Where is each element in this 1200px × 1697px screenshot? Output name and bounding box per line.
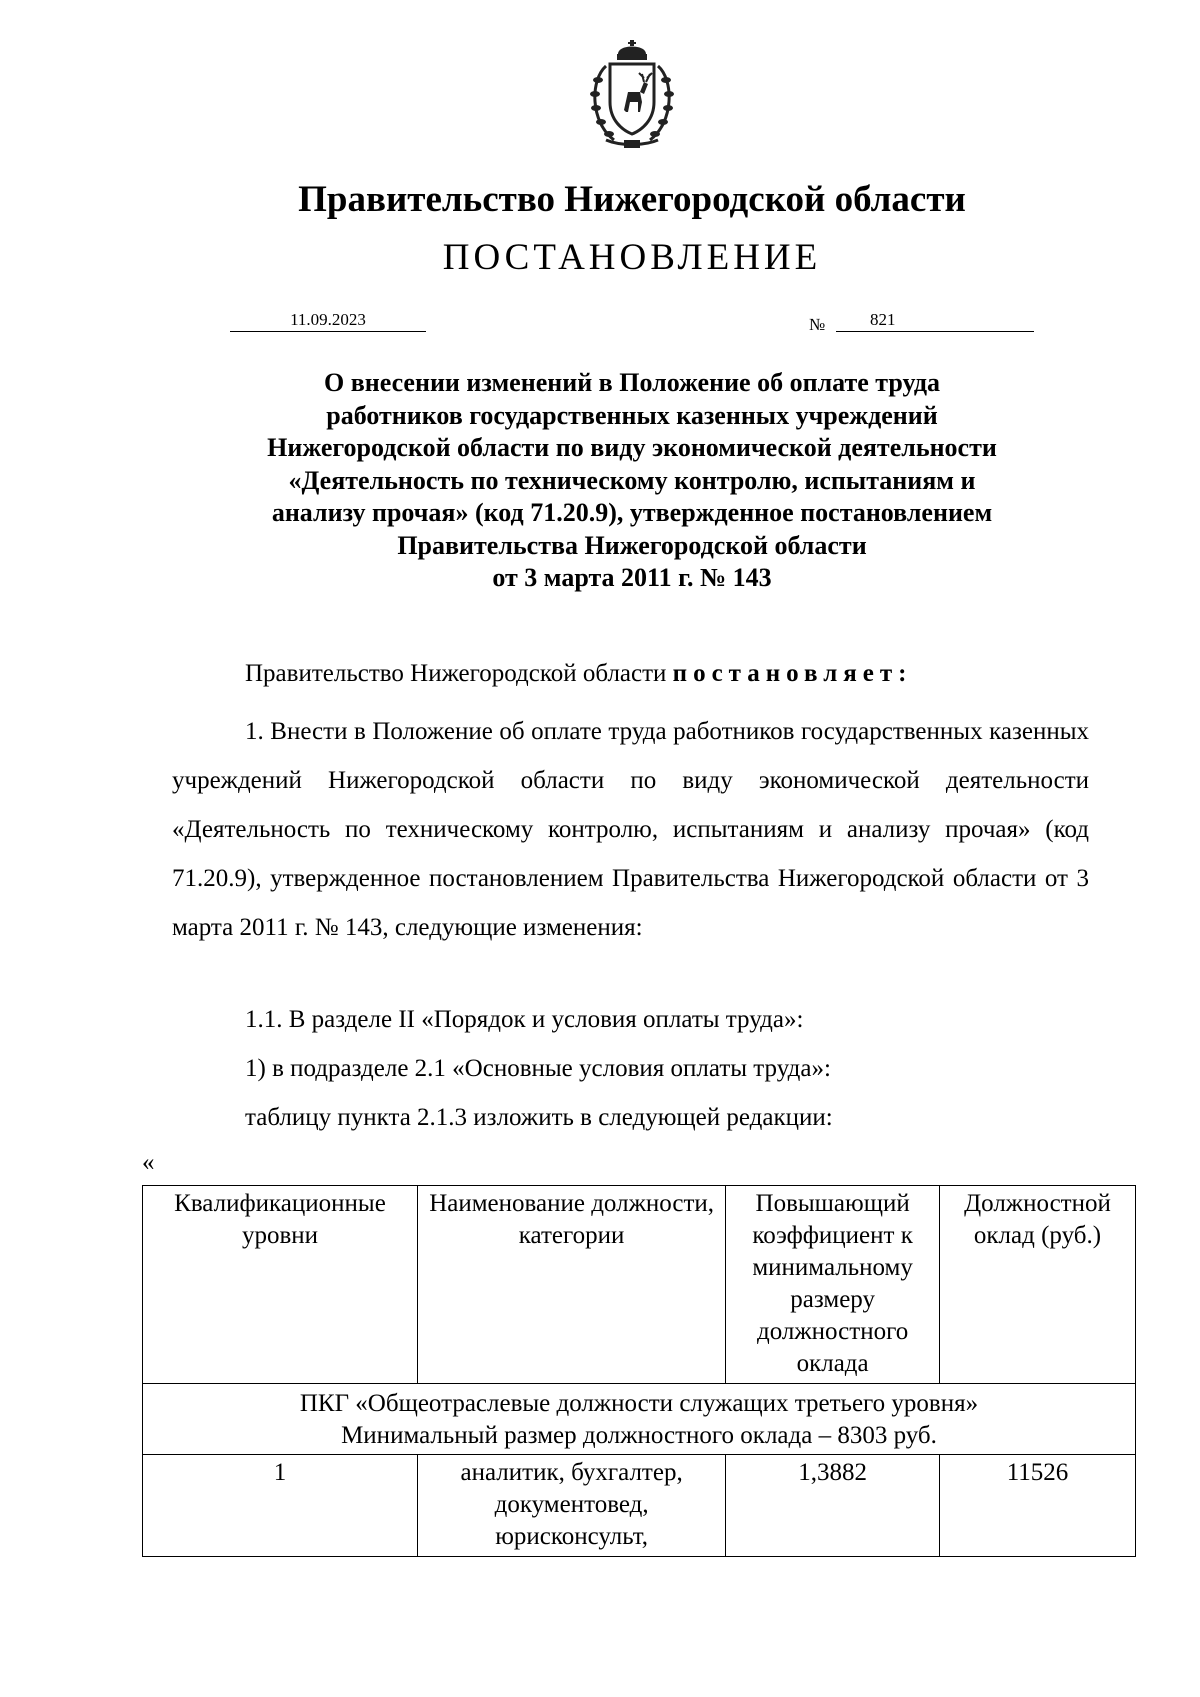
item-1: 1) в подразделе 2.1 «Основные условия оплаты труда»: xyxy=(245,1055,831,1082)
document-number: 821 xyxy=(870,310,896,329)
group-minimum-salary: Минимальный размер должностного оклада – 8303 руб. xyxy=(341,1422,937,1449)
column-header: Должностной оклад (руб.) xyxy=(939,1186,1135,1384)
salary-cell: 11526 xyxy=(939,1455,1135,1557)
decree-verb: постановляет: xyxy=(672,660,913,687)
document-subject xyxy=(140,367,1124,595)
qualification-level-cell: 1 xyxy=(143,1455,418,1557)
item-1-1: 1.1. В разделе II «Порядок и условия оплаты труда»: xyxy=(245,1006,804,1033)
subject-line: Нижегородской области по виду экономической деятельности xyxy=(267,433,997,462)
government-title: Правительство Нижегородской области xyxy=(298,179,966,220)
paragraph-1: 1. Внести в Положение об оплате труда работников государственных казенных учреждений Нижегородской области по виду экономической деятельности «Деятельность по техническому контролю, испытаниям и анализу прочая» (код 71.20.9), утвержденное постановлением Правительства Нижегородской области от 3 марта 2011 г. № 143, следующие изменения: xyxy=(172,718,1089,941)
document-number-field xyxy=(836,309,1034,332)
subject-line: Правительства Нижегородской области xyxy=(397,530,867,560)
table-group-row xyxy=(143,1384,1136,1455)
item-table-intro: таблицу пункта 2.1.3 изложить в следующей редакции: xyxy=(245,1104,833,1131)
group-title: ПКГ «Общеотраслевые должности служащих третьего уровня» xyxy=(299,1390,979,1417)
subject-line: «Деятельность по техническому контролю, испытаниям и xyxy=(288,465,976,495)
document-date: 11.09.2023 xyxy=(230,309,426,332)
table-row xyxy=(143,1455,1136,1557)
subject-line: анализу прочая» (код 71.20.9), утвержденное постановлением xyxy=(271,498,993,527)
coat-of-arms-emblem xyxy=(584,40,680,152)
subject-line: от 3 марта 2011 г. № 143 xyxy=(492,563,772,592)
decree-intro: Правительство Нижегородской области xyxy=(245,660,667,687)
document-type-heading: ПОСТАНОВЛЕНИЕ xyxy=(442,237,822,278)
column-header: Наименование должности, категории xyxy=(417,1186,725,1384)
table-header-row xyxy=(143,1186,1136,1384)
salary-table xyxy=(142,1185,1136,1557)
column-header: Повышающий коэффициент к минимальному размеру должностного оклада xyxy=(726,1186,940,1384)
subject-line: О внесении изменений в Положение об оплате труда xyxy=(323,368,941,397)
subject-line: работников государственных казенных учреждений xyxy=(326,400,938,430)
group-heading-cell xyxy=(143,1384,1136,1455)
number-sign: № xyxy=(809,315,826,334)
position-cell: аналитик, бухгалтер, документовед, юрисконсульт, xyxy=(417,1455,725,1557)
decree-intro-line xyxy=(245,658,912,690)
opening-quote: « xyxy=(142,1149,155,1176)
column-header: Квалификационные уровни xyxy=(143,1186,418,1384)
coefficient-cell: 1,3882 xyxy=(726,1455,940,1557)
